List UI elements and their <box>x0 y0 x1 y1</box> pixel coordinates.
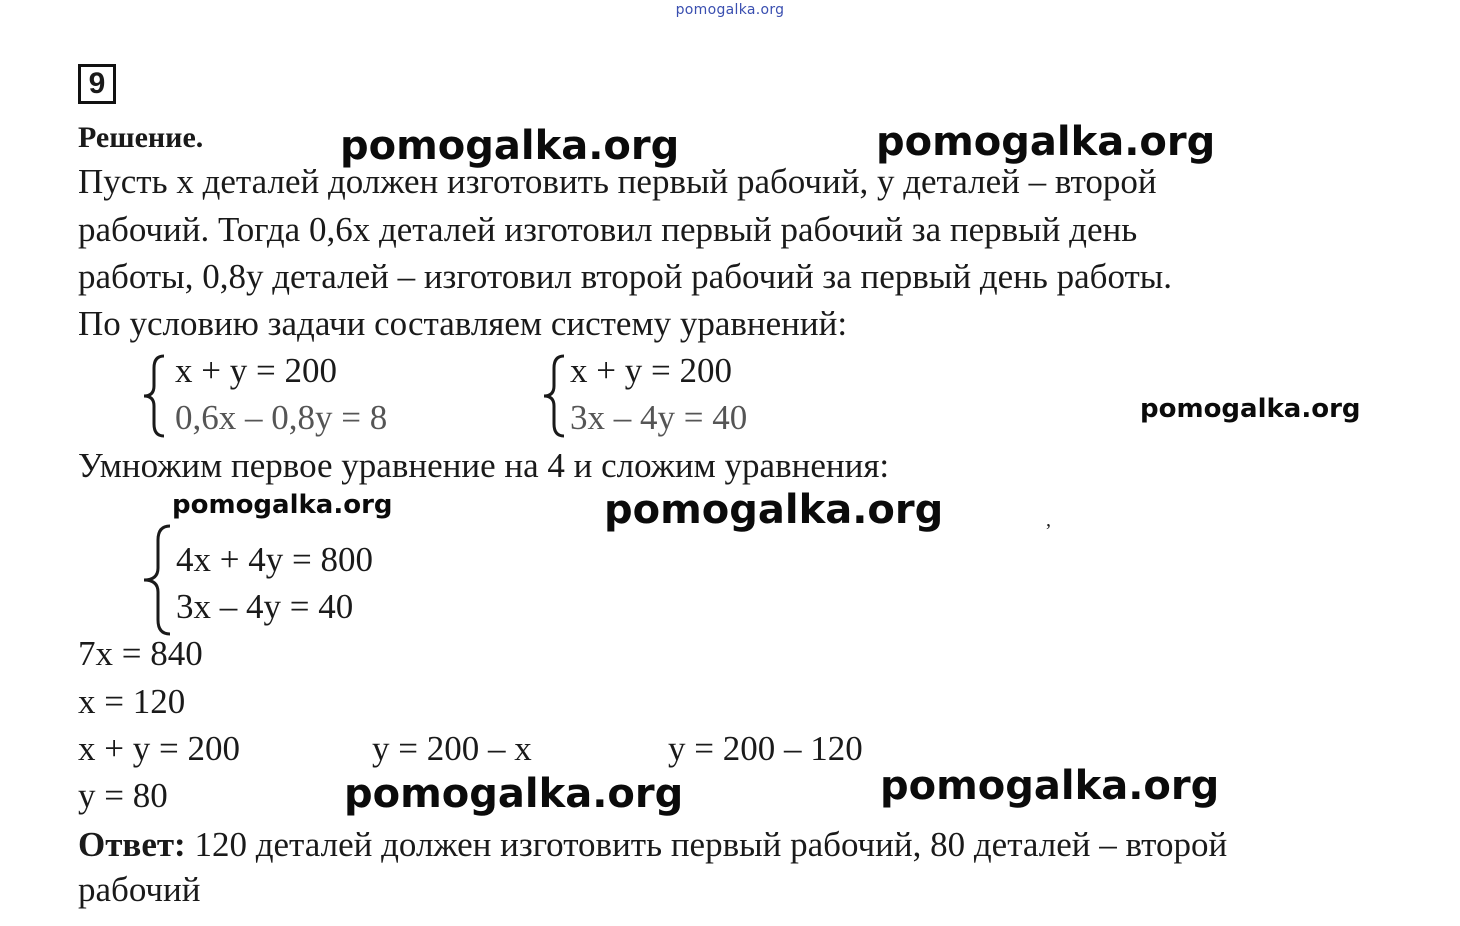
step-sum: x + y = 200 <box>78 729 240 768</box>
system1-brace <box>140 354 168 438</box>
answer-line-2: рабочий <box>78 870 201 909</box>
system3-eq2: 3x – 4y = 40 <box>176 587 354 626</box>
paragraph-line-3: работы, 0,8у деталей – изготовил второй рабочий за первый день работы. <box>78 257 1173 296</box>
watermark: pomogalka.org <box>340 123 680 169</box>
paragraph-line-4: По условию задачи составляем систему уравнений: <box>78 304 848 343</box>
step-7x: 7x = 840 <box>78 634 203 673</box>
system1-eq2: 0,6x – 0,8y = 8 <box>175 398 388 437</box>
paragraph-line-2: рабочий. Тогда 0,6х деталей изготовил первый рабочий за первый день <box>78 210 1138 249</box>
step-x: x = 120 <box>78 682 186 721</box>
system2-eq1: x + y = 200 <box>570 351 732 390</box>
answer-line-1 <box>78 825 1227 865</box>
watermark: pomogalka.org <box>1140 394 1361 424</box>
system2-eq2: 3x – 4y = 40 <box>570 398 748 437</box>
system3-eq1: 4x + 4y = 800 <box>176 540 373 579</box>
solution-heading: Решение. <box>78 121 204 154</box>
watermark: pomogalka.org <box>604 487 944 533</box>
system3-brace <box>140 524 174 636</box>
answer-label: Ответ: <box>78 825 186 864</box>
task-number-box: 9 <box>78 64 116 104</box>
answer-text: 120 деталей должен изготовить первый рабочий, 80 деталей – второй <box>185 825 1228 864</box>
system2-brace <box>540 354 568 438</box>
watermark: pomogalka.org <box>876 119 1216 165</box>
step-y: y = 80 <box>78 776 168 815</box>
system1-eq1: x + y = 200 <box>175 351 337 390</box>
step-express-y: y = 200 – x <box>372 729 532 768</box>
watermark: pomogalka.org <box>880 763 1220 809</box>
paragraph-line-1: Пусть х деталей должен изготовить первый рабочий, у деталей – второй <box>78 162 1157 201</box>
watermark: pomogalka.org <box>344 771 684 817</box>
site-caption: pomogalka.org <box>675 2 785 18</box>
step-substitute: y = 200 – 120 <box>668 729 863 768</box>
watermark: pomogalka.org <box>172 490 393 520</box>
multiply-instruction: Умножим первое уравнение на 4 и сложим уравнения: <box>78 446 890 485</box>
stray-mark: , <box>1046 509 1051 531</box>
